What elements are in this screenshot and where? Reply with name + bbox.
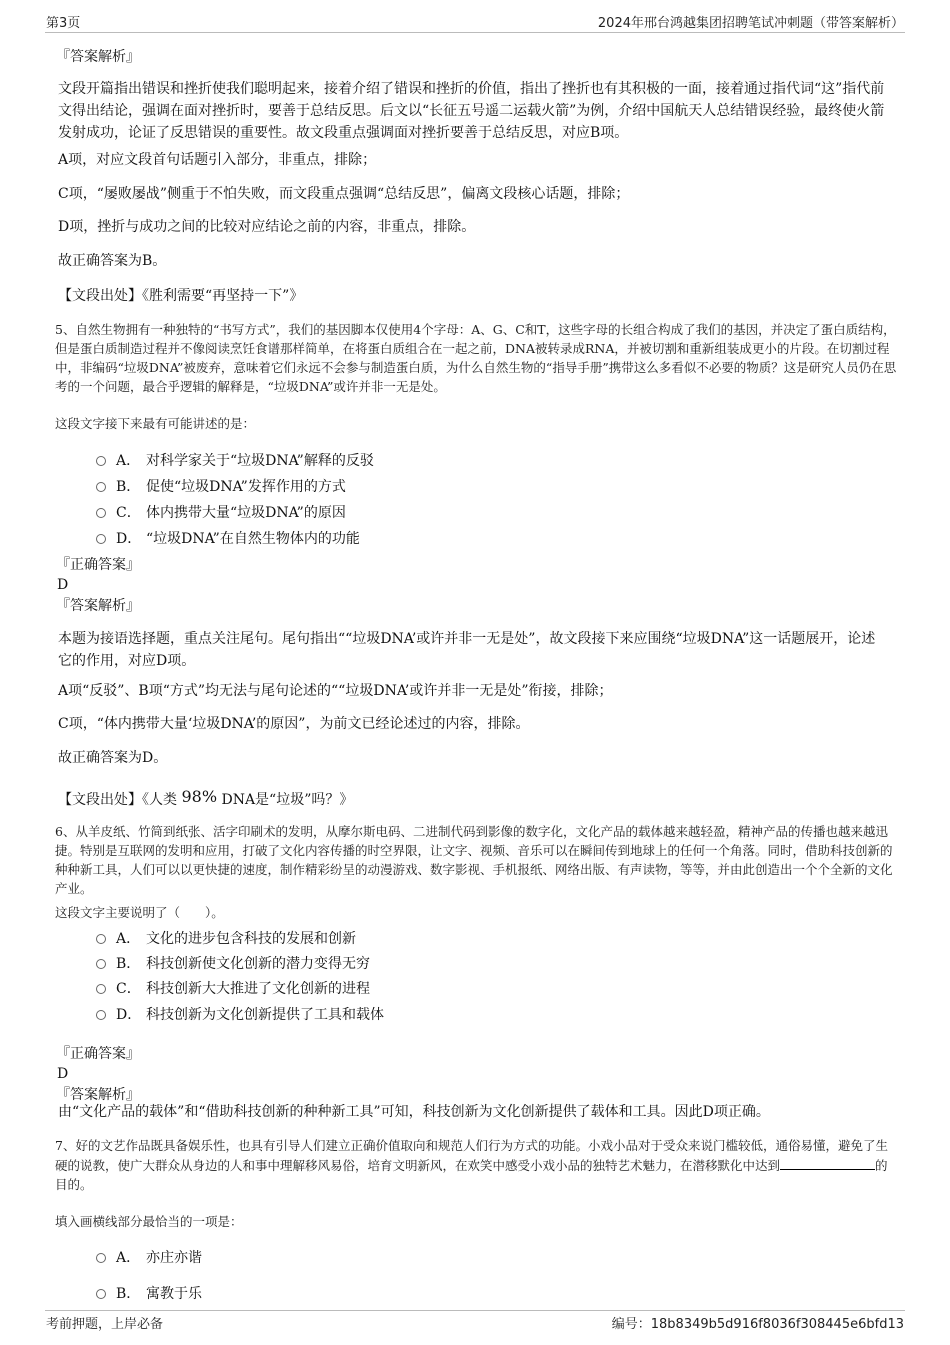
source-percent: 98% <box>181 787 218 806</box>
option-letter: D． <box>116 531 142 547</box>
option-letter: B． <box>116 1286 141 1302</box>
fill-blank-line <box>780 1155 875 1170</box>
header-divider <box>45 32 905 33</box>
option-text: 寓教于乐 <box>146 1286 202 1302</box>
option-letter: A． <box>116 453 141 469</box>
radio-button[interactable] <box>96 456 106 466</box>
correct-answer: D <box>57 1066 69 1082</box>
source-text-pre: 【文段出处】《人类 <box>58 792 182 808</box>
conclusion: 故正确答案为D。 <box>58 750 168 766</box>
option-letter: B． <box>116 956 141 972</box>
analysis-label: 『答案解析』 <box>56 598 140 614</box>
analysis-paragraph: 本题为接语选择题，重点关注尾句。尾句指出““垃圾DNA’或许并非一无是处”，故文段接下来应围绕“垃圾DNA”这一话题展开，论述它的作用，对应D项。 <box>58 631 876 669</box>
question-prompt: 这段文字主要说明了（ ）。 <box>55 905 224 920</box>
analysis-option-c: C项，“体内携带大量‘垃圾DNA’的原因”，为前文已经论述过的内容，排除。 <box>58 716 530 732</box>
option-text: 体内携带大量“垃圾DNA”的原因 <box>146 505 346 521</box>
option-text: 对科学家关于“垃圾DNA”解释的反驳 <box>146 453 374 469</box>
footer-divider <box>45 1310 905 1311</box>
option-letter: B． <box>116 479 141 495</box>
question-stem-end: 的目的。 <box>55 1158 888 1192</box>
option-text: 文化的进步包含科技的发展和创新 <box>146 931 356 947</box>
radio-button[interactable] <box>96 959 106 969</box>
analysis-option-a: A项，对应文段首句话题引入部分，非重点，排除； <box>58 152 377 168</box>
option-letter: A． <box>116 1250 141 1266</box>
analysis-option-c: C项，“屡败屡战”侧重于不怕失败，而文段重点强调“总结反思”，偏离文段核心话题，排除； <box>58 186 630 202</box>
analysis-paragraph: 文段开篇指出错误和挫折使我们聪明起来，接着介绍了错误和挫折的价值，指出了挫折也有其积极的一面，接着通过指代词“这”指代前文得出结论，强调在面对挫折时，要善于总结反思。后文以“长征五号遥二运载火箭”为例，介绍中国航天人总结错误经验，最终使火箭发射成功，论证了反思错误的重要性。故文段重点强调面对挫折要善于总结反思，对应B项。 <box>58 81 885 141</box>
question-prompt: 这段文字接下来最有可能讲述的是： <box>55 416 256 431</box>
analysis-option-d: D项，挫折与成功之间的比较对应结论之前的内容，非重点，排除。 <box>58 219 476 235</box>
footer-slogan: 考前押题，上岸必备 <box>46 1317 164 1332</box>
radio-button[interactable] <box>96 1253 106 1263</box>
document-code-label: 编号： <box>611 1317 651 1332</box>
document-title: 2024年邢台鸿越集团招聘笔试冲刺题（带答案解析） <box>597 16 904 31</box>
radio-button[interactable] <box>96 984 106 994</box>
option-text: 科技创新为文化创新提供了工具和载体 <box>146 1007 384 1023</box>
radio-button[interactable] <box>96 534 106 544</box>
option-text: “垃圾DNA”在自然生物体内的功能 <box>146 531 360 547</box>
document-code-value: 18b8349b5d916f8036f308445e6bfd13 <box>650 1317 904 1332</box>
question-stem: 6、从羊皮纸、竹简到纸张、活字印刷术的发明，从摩尔斯电码、二进制代码到影像的数字化，文化产品的载体越来越轻盈，精神产品的传播也越来越迅捷。特别是互联网的发明和应用，打破了文化内容传播的时空界限，让文字、视频、音乐可以在瞬间传到地球上的任何一个角落。同时，借助科技创新的种种新工具，人们可以以更快捷的速度，制作精彩纷呈的动漫游戏、数字影视、手机报纸、网络出版、有声读物，等等，并由此创造出一个个全新的文化产业。 <box>55 824 893 896</box>
question-stem-text: 7、好的文艺作品既具备娱乐性，也具有引导人们建立正确价值取向和规范人们行为方式的功能。小戏小品对于受众来说门槛较低，通俗易懂，避免了生硬的说教，使广大群众从身边的人和事中理解移风易俗，培育文明新风，在欢笑中感受小戏小品的独特艺术魅力，在潜移默化中达到 <box>55 1138 888 1173</box>
source-text-post: DNA是“垃圾”吗？》 <box>217 792 354 808</box>
option-letter: D． <box>116 1007 142 1023</box>
option-text: 亦庄亦谐 <box>146 1250 202 1266</box>
source-reference <box>58 786 353 811</box>
option-text: 科技创新使文化创新的潜力变得无穷 <box>146 956 370 972</box>
radio-button[interactable] <box>96 1010 106 1020</box>
correct-answer-label: 『正确答案』 <box>56 557 140 573</box>
option-letter: C． <box>116 505 141 521</box>
analysis-paragraph: 由“文化产品的载体”和“借助科技创新的种种新工具”可知，科技创新为文化创新提供了载体和工具。因此D项正确。 <box>58 1104 770 1120</box>
correct-answer-label: 『正确答案』 <box>56 1046 140 1062</box>
page-number: 第3页 <box>46 16 81 31</box>
analysis-label: 『答案解析』 <box>56 49 140 65</box>
analysis-label: 『答案解析』 <box>56 1087 140 1103</box>
question-stem: 5、自然生物拥有一种独特的“书写方式”，我们的基因脚本仅使用4个字母：A、G、C和T，这些字母的长组合构成了我们的基因，并决定了蛋白质结构，但是蛋白质制造过程并不像阅读烹饪食谱那样简单，在将蛋白质组合在一起之前，DNA被转录成RNA，并被切割和重新组装成更小的片段。在切割过程中，非编码“垃圾DNA”被废弃，意味着它们永远不会参与制造蛋白质，为什么自然生物的“指导手册”携带这么多看似不必要的物质？这是研究人员仍在思考的一个问题，最合乎逻辑的解释是，“垃圾DNA”或许并非一无是处。 <box>55 322 897 394</box>
question-prompt: 填入画横线部分最恰当的一项是： <box>55 1214 243 1229</box>
radio-button[interactable] <box>96 482 106 492</box>
correct-answer: D <box>57 577 69 593</box>
analysis-option-ab: A项“反驳”、B项“方式”均无法与尾句论述的““垃圾DNA’或许并非一无是处”衔接，排除； <box>58 683 613 699</box>
option-letter: A． <box>116 931 141 947</box>
source-reference: 【文段出处】《胜利需要“再坚持一下”》 <box>58 288 304 304</box>
radio-button[interactable] <box>96 508 106 518</box>
conclusion: 故正确答案为B。 <box>58 253 167 269</box>
option-text: 科技创新大大推进了文化创新的进程 <box>146 981 370 997</box>
radio-button[interactable] <box>96 934 106 944</box>
option-letter: C． <box>116 981 141 997</box>
option-text: 促使“垃圾DNA”发挥作用的方式 <box>146 479 346 495</box>
radio-button[interactable] <box>96 1289 106 1299</box>
document-code <box>612 1313 904 1332</box>
question-stem <box>55 1136 900 1194</box>
